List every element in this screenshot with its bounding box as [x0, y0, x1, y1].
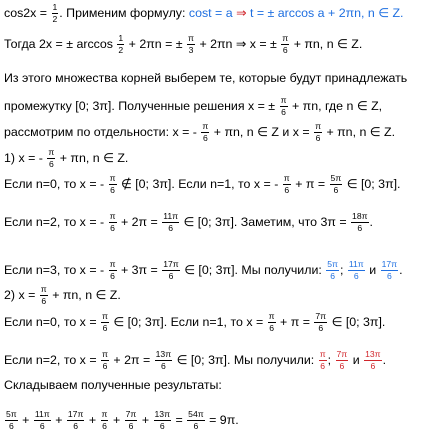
text: . [399, 262, 403, 277]
numerator: 5π [6, 409, 17, 419]
line-n2-case2 [4, 350, 386, 371]
numerator: 11π [163, 211, 179, 221]
text: и [369, 262, 377, 277]
denominator: 6 [110, 185, 115, 195]
text: + π = [280, 314, 310, 329]
numerator: 1 [118, 33, 124, 43]
numerator: π [319, 349, 326, 359]
line-case-1 [4, 148, 128, 169]
numerator: π [109, 211, 116, 221]
denominator: 6 [102, 323, 108, 333]
fraction [67, 410, 85, 431]
text: 1) x = - [4, 150, 43, 165]
numerator: 11π [348, 259, 364, 269]
fraction [201, 122, 209, 143]
denominator: 6 [269, 323, 275, 333]
implies-arrow: ⇒ [236, 5, 247, 20]
text: Если n=3, то x = - [4, 262, 105, 277]
fraction [40, 285, 48, 306]
numerator: π [188, 33, 194, 43]
fraction [351, 212, 369, 233]
result-fraction [319, 350, 327, 371]
numerator: π [109, 173, 116, 183]
numerator: 13π [365, 349, 381, 359]
line-interval [4, 96, 382, 117]
numerator: 5π [327, 259, 338, 269]
denominator: 6 [281, 107, 286, 117]
text: + πn, n ∈ Z. [326, 124, 396, 139]
fraction [281, 34, 289, 55]
line-n2-case1 [4, 212, 373, 233]
numerator: 54π [188, 409, 204, 419]
text: + πn, n ∈ Z. [59, 150, 129, 165]
fraction [117, 34, 124, 55]
line-cos-equation [4, 3, 404, 24]
fraction [187, 34, 195, 55]
denominator: 6 [8, 421, 14, 431]
denominator: 6 [168, 223, 174, 233]
denominator: 6 [73, 421, 79, 431]
fraction [125, 410, 138, 431]
numerator: π [282, 33, 289, 43]
denominator: 6 [161, 361, 166, 371]
numerator: π [102, 311, 108, 321]
line-final-sum [4, 410, 239, 431]
numerator: π [102, 349, 108, 359]
fraction [155, 350, 173, 371]
denominator: 6 [386, 271, 392, 281]
fraction [154, 410, 172, 431]
denominator: 6 [39, 421, 45, 431]
fraction [109, 260, 117, 281]
fraction [314, 312, 327, 333]
result-fraction [348, 260, 365, 281]
numerator: 18π [352, 211, 368, 221]
text: + 3π = [120, 262, 158, 277]
numerator: π [268, 311, 275, 321]
text: + πn, где n ∈ Z, [291, 98, 383, 113]
text: Если n=0, то x = [4, 314, 97, 329]
text: Тогда 2x = ± arccos [4, 36, 113, 51]
text: ∈ [0; 3π]. [331, 314, 386, 329]
numerator: 13π [154, 409, 171, 419]
equation-start: cos2x = [4, 5, 48, 20]
fraction [268, 312, 276, 333]
denominator: 6 [102, 361, 108, 371]
numerator: 17π [67, 409, 84, 419]
text: + 2π = [120, 214, 158, 229]
text: ∈ [0; 3π]. Мы получили: [184, 262, 322, 277]
denominator: 6 [315, 133, 321, 143]
numerator: 17π [163, 259, 179, 269]
text: + πn, n ∈ Z. [293, 36, 363, 51]
numerator: 17π [381, 259, 398, 269]
numerator: π [283, 173, 290, 183]
fraction [162, 260, 180, 281]
text: + πn, n ∈ Z. [52, 287, 121, 302]
text: + [55, 412, 63, 427]
text: + 2πn = ± [128, 36, 183, 51]
line-n0-n1-case1 [4, 174, 401, 195]
text: ∈ [0; 3π]. [346, 176, 401, 191]
numerator: π [48, 147, 55, 157]
numerator: π [101, 409, 108, 419]
text: + [141, 412, 150, 427]
numerator: 7π [315, 311, 327, 321]
numerator: π [280, 95, 287, 105]
numerator: π [109, 259, 116, 269]
text: ∈ [0; 3π]. Заметим, что 3π = [183, 214, 347, 229]
fraction [109, 174, 117, 195]
denominator: 6 [110, 223, 115, 233]
text: Если n=0, то x = - [4, 176, 105, 191]
text: + [88, 412, 97, 427]
result-fraction [326, 260, 339, 281]
numerator: π [202, 121, 209, 131]
fraction [101, 312, 109, 333]
denominator: 2 [118, 45, 124, 55]
line-sum-heading: Складываем полученные результаты: [4, 378, 222, 392]
text: = [175, 412, 183, 427]
denominator: 6 [159, 421, 165, 431]
result-fraction [381, 260, 399, 281]
text: + [112, 412, 121, 427]
line-then-2x [4, 34, 362, 55]
text: ∉ [0; 3π]. Если n=1, то x = - [120, 176, 279, 191]
denominator: 6 [128, 421, 134, 431]
formula-cost: cost = a [188, 5, 233, 20]
denominator: 6 [357, 223, 363, 233]
text: ∈ [0; 3π]. Мы получили: [176, 352, 315, 367]
denominator: 6 [110, 271, 115, 281]
denominator: 6 [339, 361, 345, 371]
text: ; [327, 352, 332, 367]
fraction-one-half [52, 3, 59, 24]
denominator: 3 [188, 45, 194, 55]
fraction [101, 350, 109, 371]
text: + πn, n ∈ Z и x = [213, 124, 310, 139]
text: ; [339, 262, 344, 277]
text: + [22, 412, 30, 427]
numerator: 11π [34, 409, 50, 419]
fraction [47, 148, 55, 169]
text: 2) x = [4, 287, 36, 302]
text: рассмотрим по отдельности: x = - [4, 124, 197, 139]
numerator: 7π [336, 349, 348, 359]
fraction [5, 410, 18, 431]
fraction [34, 410, 51, 431]
denominator: 6 [48, 159, 54, 169]
line-case-2 [4, 285, 121, 306]
line-n0-n1-case2 [4, 312, 385, 333]
numerator: 7π [125, 409, 137, 419]
denominator: 6 [284, 185, 290, 195]
denominator: 6 [282, 45, 288, 55]
apply-formula-text: . Применим формулу: [59, 5, 189, 20]
fraction [330, 174, 343, 195]
denominator: 6 [193, 421, 199, 431]
denominator: 6 [353, 271, 359, 281]
result-fraction [336, 350, 349, 371]
fraction [109, 212, 117, 233]
text: промежутку [0; 3π]. Полученные решения x = ± [4, 98, 276, 113]
numerator: 13π [155, 349, 172, 359]
formula-general-solution: t = ± arccos a + 2πn, n ∈ Z. [249, 5, 404, 20]
line-consider-separately [4, 122, 395, 143]
denominator: 6 [320, 361, 326, 371]
text: . [382, 352, 387, 367]
numerator: 1 [52, 2, 58, 12]
fraction [101, 410, 109, 431]
text: + π = [295, 176, 326, 191]
denominator: 6 [370, 361, 376, 371]
text: = 9π. [209, 412, 239, 427]
denominator: 6 [168, 271, 174, 281]
numerator: π [40, 284, 47, 294]
denominator: 6 [202, 133, 208, 143]
fraction [280, 96, 288, 117]
denominator: 6 [330, 271, 336, 281]
text: . [369, 214, 373, 229]
result-fraction [364, 350, 382, 371]
fraction [162, 212, 179, 233]
denominator: 6 [102, 421, 107, 431]
line-paragraph-intro: Из этого множества корней выберем те, которые будут принадлежать [4, 71, 408, 85]
denominator: 6 [41, 296, 47, 306]
fraction [187, 410, 205, 431]
text: и [352, 352, 360, 367]
denominator: 2 [52, 14, 58, 24]
line-n3-case1 [4, 260, 403, 281]
fraction [283, 174, 291, 195]
text: Если n=2, то x = - [4, 214, 105, 229]
text: + 2πn ⇒ x = ± [199, 36, 277, 51]
denominator: 6 [318, 323, 324, 333]
denominator: 6 [333, 185, 339, 195]
text: ∈ [0; 3π]. Если n=1, то x = [113, 314, 264, 329]
text: Если n=2, то x = [4, 352, 97, 367]
numerator: 5π [330, 173, 342, 183]
numerator: π [315, 121, 321, 131]
fraction [314, 122, 322, 143]
text: + 2π = [113, 352, 151, 367]
